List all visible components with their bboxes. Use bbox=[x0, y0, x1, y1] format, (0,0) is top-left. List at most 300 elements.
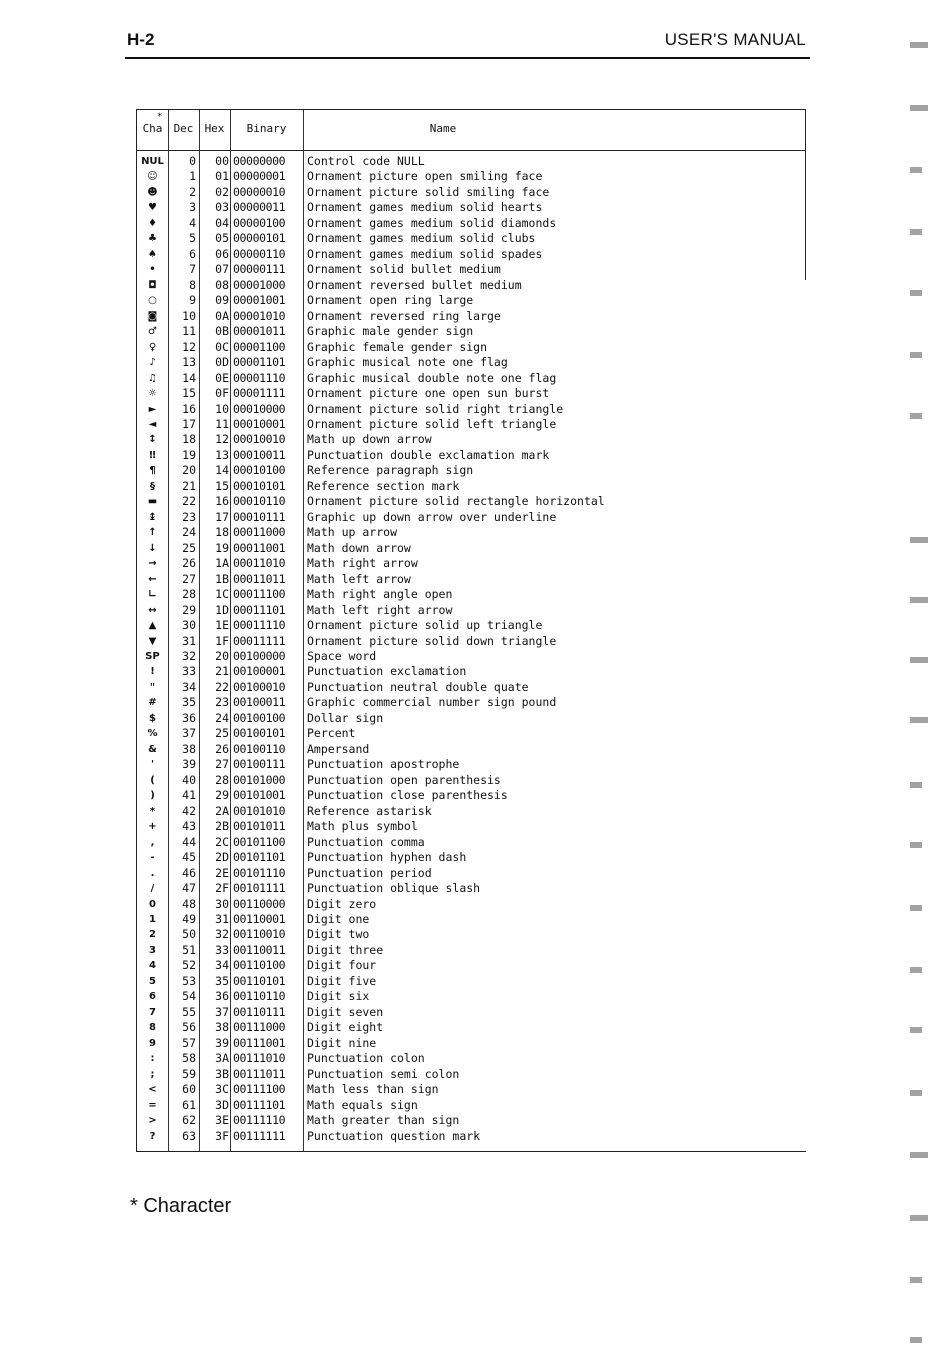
table-row bbox=[137, 680, 807, 695]
dec-cell: 7 bbox=[189, 262, 196, 277]
char-cell: 2 bbox=[149, 929, 156, 941]
char-cell: ▬ bbox=[147, 496, 158, 508]
binary-cell: 00110011 bbox=[233, 942, 286, 957]
name-cell: Punctuation semi colon bbox=[307, 1066, 460, 1081]
hex-cell: 28 bbox=[215, 772, 229, 787]
binary-cell: 00010001 bbox=[233, 416, 286, 431]
dec-cell: 45 bbox=[182, 850, 196, 865]
name-cell: Graphic female gender sign bbox=[307, 339, 488, 354]
name-cell: Math left arrow bbox=[307, 571, 411, 586]
name-cell: Punctuation question mark bbox=[307, 1128, 481, 1143]
char-cell: 5 bbox=[149, 975, 156, 987]
name-cell: Math right angle open bbox=[307, 587, 453, 602]
char-cell: ↕ bbox=[148, 434, 157, 446]
char-cell: 7 bbox=[149, 1006, 156, 1018]
table-row bbox=[137, 943, 807, 958]
dec-cell: 38 bbox=[182, 741, 196, 756]
binary-cell: 00100110 bbox=[233, 741, 286, 756]
char-cell: $ bbox=[149, 712, 156, 724]
dec-cell: 18 bbox=[182, 432, 196, 447]
char-cell: ‼ bbox=[149, 449, 156, 461]
name-cell: Digit four bbox=[307, 958, 377, 973]
hex-cell: 1A bbox=[215, 556, 229, 571]
table-row bbox=[137, 556, 807, 571]
table-row bbox=[137, 169, 807, 184]
table-row bbox=[137, 974, 807, 989]
name-cell: Punctuation open parenthesis bbox=[307, 772, 501, 787]
name-cell: Math plus symbol bbox=[307, 819, 418, 834]
margin-mark bbox=[910, 1215, 932, 1221]
name-cell: Ornament picture open smiling face bbox=[307, 169, 543, 184]
binary-cell: 00110101 bbox=[233, 973, 286, 988]
name-cell: Space word bbox=[307, 649, 377, 663]
binary-cell: 00011110 bbox=[233, 618, 286, 633]
hex-cell: 2D bbox=[215, 850, 229, 865]
binary-cell: 00101001 bbox=[233, 788, 286, 803]
name-cell: Ornament games medium solid clubs bbox=[307, 231, 536, 246]
hex-cell: 3F bbox=[215, 1128, 229, 1143]
name-cell: Digit five bbox=[307, 973, 377, 988]
hex-cell: 1E bbox=[215, 618, 229, 633]
dec-cell: 43 bbox=[182, 819, 196, 834]
dec-cell: 9 bbox=[189, 293, 196, 308]
hex-cell: 1F bbox=[215, 633, 229, 648]
name-cell: Dollar sign bbox=[307, 710, 384, 725]
hex-cell: 22 bbox=[215, 679, 229, 694]
name-cell: Digit two bbox=[307, 927, 370, 942]
table-row bbox=[137, 1005, 807, 1020]
dec-cell: 53 bbox=[182, 973, 196, 988]
name-cell: Math up arrow bbox=[307, 525, 398, 540]
table-row bbox=[137, 1098, 807, 1113]
margin-mark bbox=[910, 1277, 932, 1283]
char-cell: ☻ bbox=[147, 186, 158, 198]
char-cell: → bbox=[148, 558, 157, 570]
name-cell: Math up down arrow bbox=[307, 432, 432, 447]
char-cell: ¶ bbox=[149, 465, 156, 477]
dec-cell: 15 bbox=[182, 386, 196, 401]
binary-cell: 00110000 bbox=[233, 896, 286, 911]
binary-cell: 00111111 bbox=[233, 1128, 286, 1143]
hex-cell: 37 bbox=[215, 1004, 229, 1019]
hex-cell: 36 bbox=[215, 989, 229, 1004]
binary-cell: 00010000 bbox=[233, 401, 286, 416]
dec-cell: 30 bbox=[182, 618, 196, 633]
dec-cell: 16 bbox=[182, 401, 196, 416]
name-cell: Graphic up down arrow over underline bbox=[307, 509, 557, 524]
char-cell: ☺ bbox=[147, 171, 158, 183]
dec-cell: 22 bbox=[182, 494, 196, 509]
page-title: USER'S MANUAL bbox=[664, 30, 806, 49]
name-cell: Reference astarisk bbox=[307, 803, 432, 818]
binary-cell: 00111000 bbox=[233, 1020, 286, 1035]
name-cell: Control code NULL bbox=[307, 154, 425, 168]
column-header-binary: Binary bbox=[246, 122, 287, 135]
binary-cell: 00110010 bbox=[233, 927, 286, 942]
table-row bbox=[137, 432, 807, 447]
table-row bbox=[137, 788, 807, 803]
dec-cell: 4 bbox=[189, 215, 196, 230]
char-cell: ◘ bbox=[148, 279, 157, 291]
char-cell: ▲ bbox=[148, 620, 157, 632]
binary-cell: 00100111 bbox=[233, 757, 286, 772]
table-row bbox=[137, 634, 807, 649]
dec-cell: 8 bbox=[189, 277, 196, 292]
margin-mark bbox=[910, 657, 932, 663]
binary-cell: 00101111 bbox=[233, 881, 286, 896]
binary-cell: 00001001 bbox=[233, 293, 286, 308]
dec-cell: 52 bbox=[182, 958, 196, 973]
table-row bbox=[137, 1051, 807, 1066]
char-cell: ↓ bbox=[148, 542, 157, 554]
hex-cell: 23 bbox=[215, 695, 229, 710]
char-cell: ' bbox=[150, 759, 155, 771]
binary-cell: 00100100 bbox=[233, 710, 286, 725]
dec-cell: 59 bbox=[182, 1066, 196, 1081]
binary-cell: 00010010 bbox=[233, 432, 286, 447]
table-row bbox=[137, 819, 807, 834]
binary-cell: 00000110 bbox=[233, 246, 286, 261]
char-cell: ; bbox=[150, 1068, 155, 1080]
dec-cell: 26 bbox=[182, 556, 196, 571]
hex-cell: 31 bbox=[215, 911, 229, 926]
char-cell: # bbox=[148, 697, 157, 709]
char-cell: 6 bbox=[149, 991, 156, 1003]
char-cell: % bbox=[147, 728, 158, 740]
hex-cell: 18 bbox=[215, 525, 229, 540]
dec-cell: 46 bbox=[182, 865, 196, 880]
dec-cell: 44 bbox=[182, 834, 196, 849]
hex-cell: 3C bbox=[215, 1082, 229, 1097]
binary-cell: 00000010 bbox=[233, 184, 286, 199]
dec-cell: 5 bbox=[189, 231, 196, 246]
char-cell: - bbox=[150, 852, 155, 864]
name-cell: Digit zero bbox=[307, 896, 377, 911]
table-row bbox=[137, 216, 807, 231]
dec-cell: 13 bbox=[182, 355, 196, 370]
hex-cell: 17 bbox=[215, 509, 229, 524]
dec-cell: 60 bbox=[182, 1082, 196, 1097]
hex-cell: 21 bbox=[215, 664, 229, 679]
hex-cell: 39 bbox=[215, 1035, 229, 1050]
table-row bbox=[137, 695, 807, 710]
dec-cell: 42 bbox=[182, 803, 196, 818]
margin-mark bbox=[910, 352, 932, 358]
table-row bbox=[137, 371, 807, 386]
char-cell: " bbox=[149, 681, 156, 693]
char-cell: ♠ bbox=[148, 248, 157, 260]
hex-cell: 3D bbox=[215, 1097, 229, 1112]
name-cell: Graphic musical double note one flag bbox=[307, 370, 557, 385]
margin-mark bbox=[910, 905, 932, 911]
char-cell: NUL bbox=[141, 156, 164, 167]
dec-cell: 40 bbox=[182, 772, 196, 787]
name-cell: Punctuation double exclamation mark bbox=[307, 447, 550, 462]
name-cell: Punctuation comma bbox=[307, 834, 425, 849]
table-row bbox=[137, 927, 807, 942]
table-row bbox=[137, 494, 807, 509]
name-cell: Digit eight bbox=[307, 1020, 384, 1035]
table-row bbox=[137, 835, 807, 850]
char-cell: ♫ bbox=[148, 372, 157, 384]
char-cell: * bbox=[149, 805, 156, 817]
char-cell: ( bbox=[150, 774, 155, 786]
margin-mark bbox=[910, 1090, 932, 1096]
dec-cell: 33 bbox=[182, 664, 196, 679]
binary-cell: 00111101 bbox=[233, 1097, 286, 1112]
hex-cell: 11 bbox=[215, 416, 229, 431]
margin-mark bbox=[910, 782, 932, 788]
dec-cell: 17 bbox=[182, 416, 196, 431]
hex-cell: 0F bbox=[215, 386, 229, 401]
binary-cell: 00011111 bbox=[233, 633, 286, 648]
margin-mark bbox=[910, 1337, 932, 1343]
dec-cell: 19 bbox=[182, 447, 196, 462]
table-row bbox=[137, 262, 807, 277]
hex-cell: 26 bbox=[215, 741, 229, 756]
char-cell: ○ bbox=[148, 295, 157, 307]
column-header-name: Name bbox=[429, 122, 457, 135]
binary-cell: 00001100 bbox=[233, 339, 286, 354]
hex-cell: 3E bbox=[215, 1113, 229, 1128]
binary-cell: 00011010 bbox=[233, 556, 286, 571]
binary-cell: 00011011 bbox=[233, 571, 286, 586]
margin-mark bbox=[910, 229, 932, 235]
hex-cell: 0E bbox=[215, 370, 229, 385]
hex-cell: 03 bbox=[215, 200, 229, 215]
char-cell: ! bbox=[150, 666, 155, 678]
name-cell: Ornament games medium solid spades bbox=[307, 246, 543, 261]
binary-cell: 00101110 bbox=[233, 865, 286, 880]
binary-cell: 00000001 bbox=[233, 169, 286, 184]
name-cell: Punctuation hyphen dash bbox=[307, 850, 467, 865]
hex-cell: 06 bbox=[215, 246, 229, 261]
hex-cell: 0C bbox=[215, 339, 229, 354]
table-row bbox=[137, 958, 807, 973]
dec-cell: 57 bbox=[182, 1035, 196, 1050]
hex-cell: 08 bbox=[215, 277, 229, 292]
name-cell: Graphic commercial number sign pound bbox=[307, 695, 557, 710]
dec-cell: 0 bbox=[189, 154, 196, 168]
binary-cell: 00000111 bbox=[233, 262, 286, 277]
margin-mark bbox=[910, 290, 932, 296]
table-row bbox=[137, 417, 807, 432]
char-cell: , bbox=[150, 836, 155, 848]
dec-cell: 63 bbox=[182, 1128, 196, 1143]
name-cell: Math less than sign bbox=[307, 1082, 439, 1097]
dec-cell: 55 bbox=[182, 1004, 196, 1019]
name-cell: Percent bbox=[307, 726, 356, 741]
header-rule bbox=[125, 57, 810, 59]
char-cell: 3 bbox=[149, 944, 156, 956]
hex-cell: 34 bbox=[215, 958, 229, 973]
char-cell: ) bbox=[150, 790, 155, 802]
table-row bbox=[137, 479, 807, 494]
binary-cell: 00001101 bbox=[233, 355, 286, 370]
dec-cell: 51 bbox=[182, 942, 196, 957]
table-row bbox=[137, 912, 807, 927]
table-row bbox=[137, 757, 807, 772]
hex-cell: 02 bbox=[215, 184, 229, 199]
hex-cell: 16 bbox=[215, 494, 229, 509]
binary-cell: 00010110 bbox=[233, 494, 286, 509]
dec-cell: 47 bbox=[182, 881, 196, 896]
char-cell: ♥ bbox=[148, 202, 157, 214]
name-cell: Ornament picture solid left triangle bbox=[307, 416, 557, 431]
name-cell: Math down arrow bbox=[307, 540, 411, 555]
column-header-dec: Dec bbox=[173, 122, 194, 135]
table-row bbox=[137, 510, 807, 525]
page-number: H-2 bbox=[127, 30, 155, 49]
dec-cell: 35 bbox=[182, 695, 196, 710]
char-cell: 1 bbox=[149, 913, 156, 925]
name-cell: Ornament picture solid smiling face bbox=[307, 184, 550, 199]
name-cell: Ornament picture solid down triangle bbox=[307, 633, 557, 648]
binary-cell: 00011101 bbox=[233, 602, 286, 617]
header-divider bbox=[137, 150, 806, 151]
margin-mark bbox=[910, 167, 932, 173]
table-row bbox=[137, 1036, 807, 1051]
dec-cell: 58 bbox=[182, 1051, 196, 1066]
dec-cell: 23 bbox=[182, 509, 196, 524]
hex-cell: 00 bbox=[215, 154, 229, 168]
dec-cell: 54 bbox=[182, 989, 196, 1004]
table-row bbox=[137, 463, 807, 478]
binary-cell: 00000101 bbox=[233, 231, 286, 246]
hex-cell: 07 bbox=[215, 262, 229, 277]
table-row bbox=[137, 618, 807, 633]
margin-mark bbox=[910, 1152, 932, 1158]
binary-cell: 00111100 bbox=[233, 1082, 286, 1097]
hex-cell: 24 bbox=[215, 710, 229, 725]
dec-cell: 24 bbox=[182, 525, 196, 540]
binary-cell: 00000011 bbox=[233, 200, 286, 215]
table-row bbox=[137, 278, 807, 293]
dec-cell: 20 bbox=[182, 463, 196, 478]
hex-cell: 38 bbox=[215, 1020, 229, 1035]
hex-cell: 01 bbox=[215, 169, 229, 184]
dec-cell: 1 bbox=[189, 169, 196, 184]
binary-cell: 00001011 bbox=[233, 324, 286, 339]
binary-cell: 00100010 bbox=[233, 679, 286, 694]
margin-mark bbox=[910, 537, 932, 543]
dec-cell: 2 bbox=[189, 184, 196, 199]
margin-mark bbox=[910, 413, 932, 419]
char-cell: > bbox=[148, 1115, 157, 1127]
char-cell: + bbox=[148, 821, 157, 833]
table-row bbox=[137, 185, 807, 200]
margin-mark bbox=[910, 597, 932, 603]
name-cell: Ornament picture solid up triangle bbox=[307, 618, 543, 633]
hex-cell: 0D bbox=[215, 355, 229, 370]
hex-cell: 2C bbox=[215, 834, 229, 849]
hex-cell: 14 bbox=[215, 463, 229, 478]
dec-cell: 27 bbox=[182, 571, 196, 586]
hex-cell: 32 bbox=[215, 927, 229, 942]
char-cell: ♀ bbox=[148, 341, 157, 353]
table-row bbox=[137, 773, 807, 788]
char-cell: ? bbox=[149, 1130, 156, 1142]
name-cell: Digit nine bbox=[307, 1035, 377, 1050]
char-cell: . bbox=[150, 867, 155, 879]
char-cell: ↔ bbox=[148, 604, 157, 616]
dec-cell: 37 bbox=[182, 726, 196, 741]
name-cell: Ornament reversed bullet medium bbox=[307, 277, 522, 292]
name-cell: Ornament reversed ring large bbox=[307, 308, 501, 323]
binary-cell: 00101101 bbox=[233, 850, 286, 865]
dec-cell: 56 bbox=[182, 1020, 196, 1035]
table-row bbox=[137, 664, 807, 679]
binary-cell: 00100001 bbox=[233, 664, 286, 679]
binary-cell: 00001010 bbox=[233, 308, 286, 323]
table-row bbox=[137, 448, 807, 463]
table-row bbox=[137, 541, 807, 556]
binary-cell: 00011100 bbox=[233, 587, 286, 602]
dec-cell: 3 bbox=[189, 200, 196, 215]
table-row bbox=[137, 247, 807, 262]
char-cell: ♂ bbox=[148, 326, 157, 338]
char-cell: ▼ bbox=[148, 635, 157, 647]
name-cell: Ampersand bbox=[307, 741, 370, 756]
char-cell: 4 bbox=[149, 960, 156, 972]
binary-cell: 00010011 bbox=[233, 447, 286, 462]
dec-cell: 41 bbox=[182, 788, 196, 803]
binary-cell: 00101100 bbox=[233, 834, 286, 849]
binary-cell: 00101011 bbox=[233, 819, 286, 834]
table-row bbox=[137, 711, 807, 726]
name-cell: Ornament picture solid rectangle horizontal bbox=[307, 494, 605, 509]
table-row bbox=[137, 324, 807, 339]
binary-cell: 00010101 bbox=[233, 478, 286, 493]
hex-cell: 1B bbox=[215, 571, 229, 586]
character-code-table bbox=[136, 109, 806, 1152]
binary-cell: 00001111 bbox=[233, 386, 286, 401]
table-row bbox=[137, 1020, 807, 1035]
name-cell: Graphic musical note one flag bbox=[307, 355, 508, 370]
hex-cell: 25 bbox=[215, 726, 229, 741]
char-cell: ↑ bbox=[148, 527, 157, 539]
hex-cell: 0A bbox=[215, 308, 229, 323]
dec-cell: 25 bbox=[182, 540, 196, 555]
hex-cell: 1D bbox=[215, 602, 229, 617]
char-cell: 9 bbox=[149, 1037, 156, 1049]
dec-cell: 50 bbox=[182, 927, 196, 942]
binary-cell: 00000000 bbox=[233, 154, 286, 168]
table-row bbox=[137, 309, 807, 324]
name-cell: Math left right arrow bbox=[307, 602, 453, 617]
binary-cell: 00111011 bbox=[233, 1066, 286, 1081]
hex-cell: 2B bbox=[215, 819, 229, 834]
name-cell: Punctuation period bbox=[307, 865, 432, 880]
margin-mark bbox=[910, 1027, 932, 1033]
dec-cell: 14 bbox=[182, 370, 196, 385]
hex-cell: 09 bbox=[215, 293, 229, 308]
binary-cell: 00110111 bbox=[233, 1004, 286, 1019]
margin-mark bbox=[910, 105, 932, 111]
column-footnote-star: * bbox=[157, 112, 163, 122]
char-cell: ► bbox=[148, 403, 157, 415]
char-cell: = bbox=[148, 1099, 157, 1111]
dec-cell: 49 bbox=[182, 911, 196, 926]
margin-mark bbox=[910, 717, 932, 723]
name-cell: Ornament picture solid right triangle bbox=[307, 401, 564, 416]
hex-cell: 30 bbox=[215, 896, 229, 911]
char-cell: / bbox=[150, 883, 155, 895]
dec-cell: 36 bbox=[182, 710, 196, 725]
name-cell: Punctuation apostrophe bbox=[307, 757, 460, 772]
table-row bbox=[137, 200, 807, 215]
table-row bbox=[137, 355, 807, 370]
